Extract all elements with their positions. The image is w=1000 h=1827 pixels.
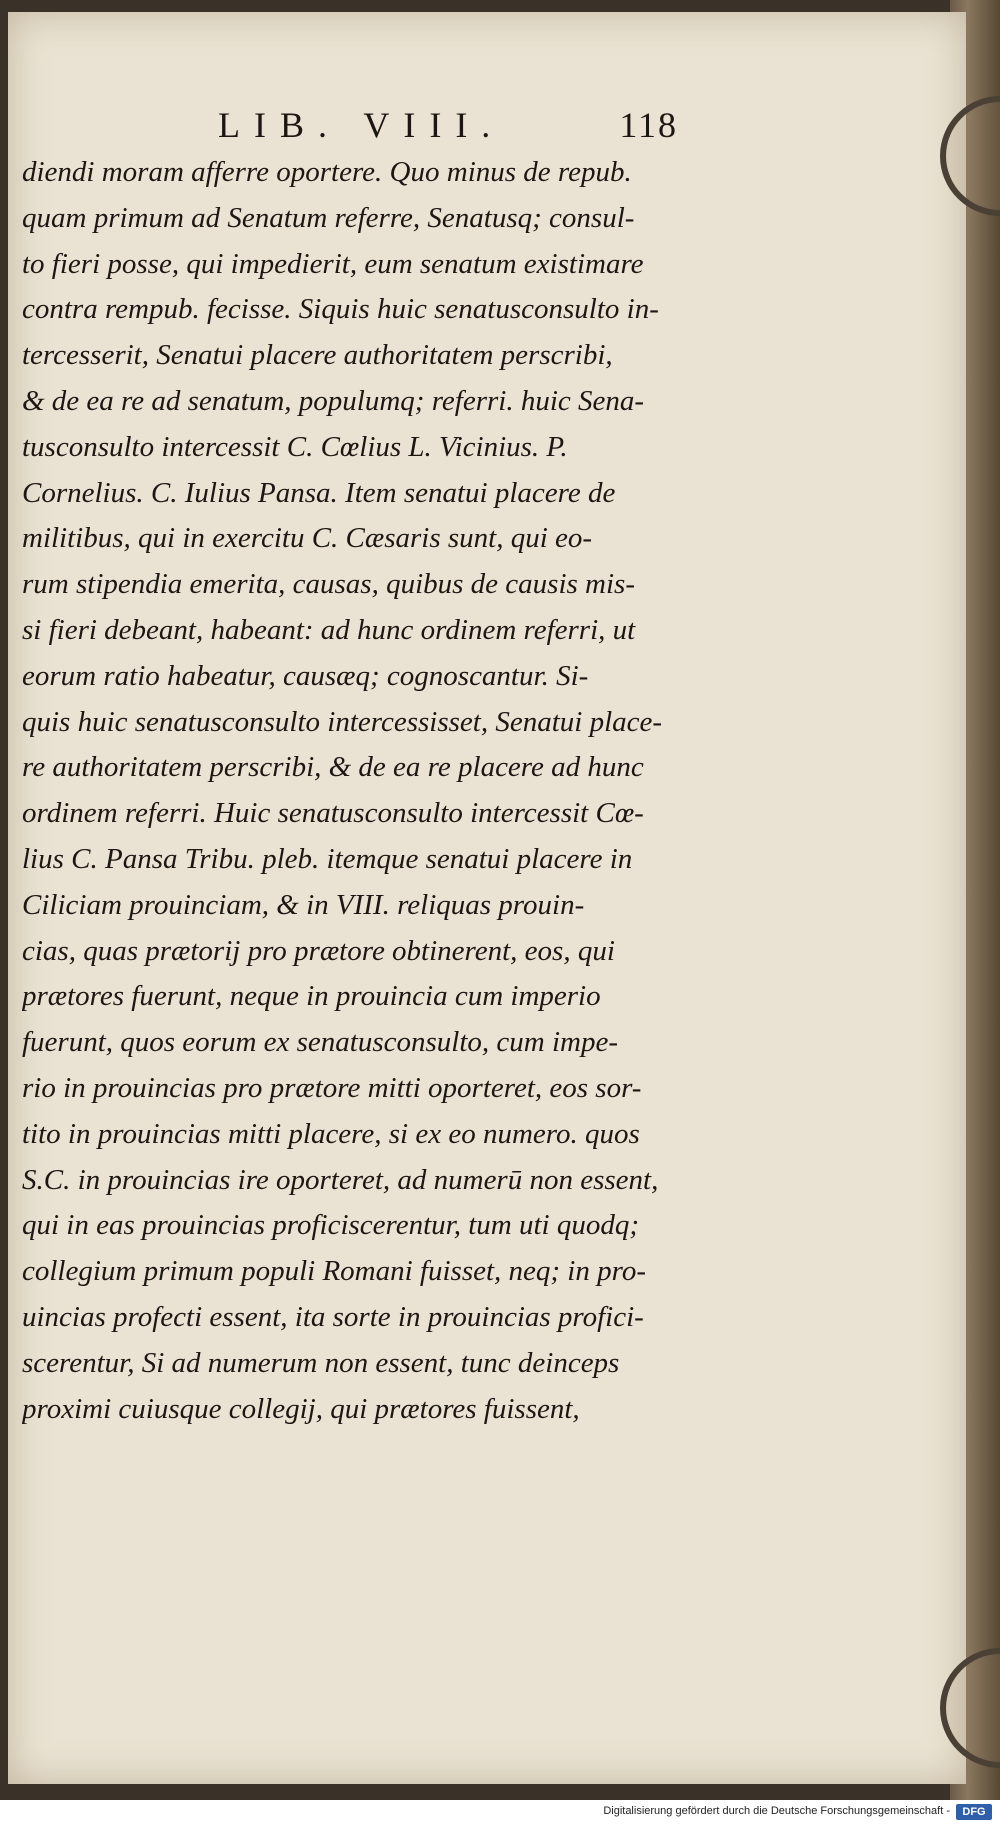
clasp-ring-bottom (940, 1648, 1000, 1768)
text-line: quis huic senatusconsulto intercessisset, Senatui place- (22, 705, 663, 738)
text-line: Ciliciam prouinciam, & in VIII. reliquas prouin- (22, 888, 585, 921)
text-line: fuerunt, quos eorum ex senatusconsulto, cum impe- (22, 1026, 619, 1059)
text-line: tercesserit, Senatui placere authoritatem perscribi, (22, 339, 613, 372)
text-line: uincias profecti essent, ita sorte in prouincias profici- (22, 1300, 644, 1333)
text-line: si fieri debeant, habeant: ad hunc ordinem referri, ut (22, 613, 636, 646)
folio-number: 118 (619, 105, 678, 145)
text-line: militibus, qui in exercitu C. Cæsaris sunt, qui eo- (22, 522, 593, 555)
text-line: & de ea re ad senatum, populumq; referri. huic Sena- (22, 384, 645, 417)
text-line: Cornelius. C. Iulius Pansa. Item senatui placere de (22, 476, 616, 509)
dfg-logo: DFG (956, 1804, 992, 1820)
text-line: quam primum ad Senatum referre, Senatusq; consul- (22, 201, 635, 234)
text-line: prætores fuerunt, neque in prouincia cum imperio (22, 980, 601, 1013)
running-title: LIB. VIII. (218, 105, 505, 145)
text-line: contra rempub. fecisse. Siquis huic senatusconsulto in- (22, 293, 659, 326)
funding-credit: Digitalisierung gefördert durch die Deutsche Forschungsgemeinschaft - (603, 1805, 950, 1817)
clasp-ring-top (940, 96, 1000, 216)
text-line: rum stipendia emerita, causas, quibus de causis mis- (22, 568, 635, 601)
text-line: diendi moram afferre oportere. Quo minus de repub. (22, 156, 632, 188)
text-line: S.C. in prouincias ire oporteret, ad numerū non essent, (22, 1163, 659, 1196)
text-line: to fieri posse, qui impedierit, eum senatum existimare (22, 247, 644, 280)
text-line: scerentur, Si ad numerum non essent, tunc deinceps (22, 1346, 620, 1379)
page-footer (0, 1800, 1000, 1827)
page-header (218, 104, 678, 148)
main-text (22, 150, 740, 1432)
text-line: re authoritatem perscribi, & de ea re placere ad hunc (22, 751, 644, 784)
text-line: tusconsulto intercessit C. Cœlius L. Vicinius. P. (22, 430, 568, 463)
text-line: qui in eas prouincias proficiscerentur, tum uti quodq; (22, 1209, 640, 1242)
text-line: tito in prouincias mitti placere, si ex eo numero. quos (22, 1117, 640, 1150)
text-line: cias, quas prætorij pro prætore obtinerent, eos, qui (22, 934, 615, 967)
text-line: rio in prouincias pro prætore mitti oporteret, eos sor- (22, 1071, 642, 1104)
text-line: ordinem referri. Huic senatusconsulto intercessit Cœ- (22, 797, 644, 830)
book-page (8, 12, 966, 1784)
text-line: collegium primum populi Romani fuisset, neq; in pro- (22, 1255, 646, 1288)
text-line: lius C. Pansa Tribu. pleb. itemque senatui placere in (22, 842, 633, 875)
text-line: proximi cuiusque collegij, qui prætores fuissent, (22, 1392, 580, 1425)
text-line: eorum ratio habeatur, causæq; cognoscantur. Si- (22, 659, 589, 692)
